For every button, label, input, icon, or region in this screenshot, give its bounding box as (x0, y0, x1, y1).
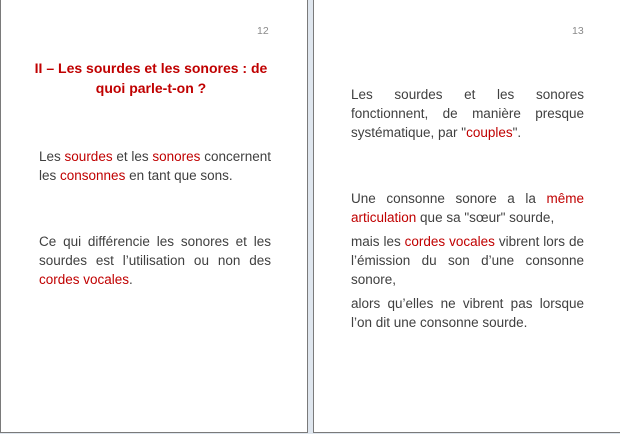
page-13 (313, 0, 620, 433)
paragraph: Une consonne sonore a la même articulation que sa "sœur" sourde, (351, 191, 584, 225)
page-number: 12 (257, 25, 269, 37)
paragraph: alors qu’elles ne vibrent pas lorsque l’on dit une consonne sourde. (351, 296, 584, 330)
paragraph: Ce qui différencie les sonores et les sourdes est l’utilisation ou non des cordes vocales. (39, 234, 271, 287)
page-12 (0, 0, 308, 433)
paragraph: Les sourdes et les sonores concernent les consonnes en tant que sons. (39, 149, 271, 183)
section-title: II – Les sourdes et les sonores : de quoi parle-t-on ? (34, 60, 268, 96)
paragraph: Les sourdes et les sonores fonctionnent, de manière presque systématique, par "couples". (351, 87, 584, 140)
paragraph: mais les cordes vocales vibrent lors de l’émission du son d’une consonne sonore, (351, 234, 585, 287)
page-number: 13 (572, 25, 584, 37)
